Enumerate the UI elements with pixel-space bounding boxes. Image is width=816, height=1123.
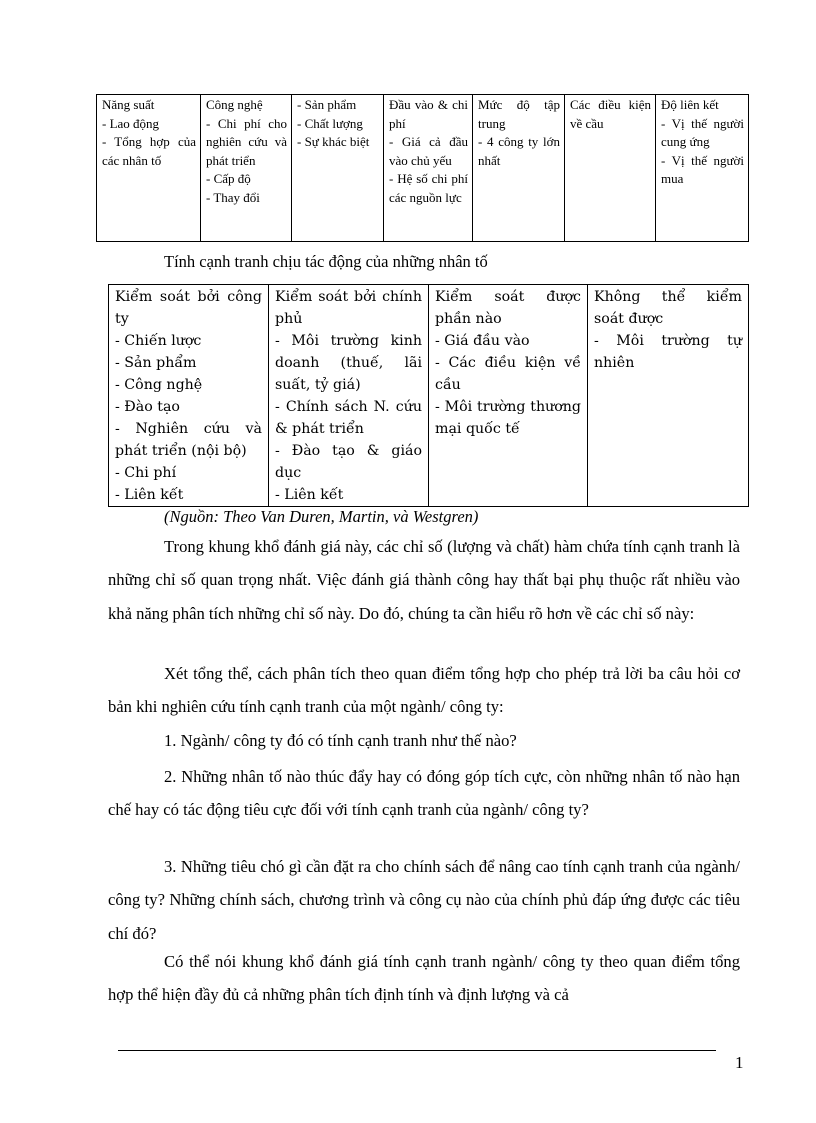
factor-cell-partial: Kiểm soát được phần nào - Giá đầu vào - Các điều kiện về cầu - Môi trường thương mại quốc tế [429, 285, 588, 507]
question-item: 1. Ngành/ công ty đó có tính cạnh tranh như thế nào? [164, 731, 517, 750]
indicator-cell-concentration: Mức độ tập trung - 4 công ty lớn nhất [473, 95, 565, 242]
indicator-cell-linkage: Độ liên kết - Vị thế người cung ứng - Vị thế người mua [656, 95, 749, 242]
question-item: 2. Những nhân tố nào thúc đẩy hay có đóng góp tích cực, còn những nhân tố nào hạn chế hay có tác động tiêu cực đối với tính cạnh tranh của ngành/ công ty? [108, 767, 740, 820]
page-number: 1 [735, 1053, 744, 1072]
table-caption: Tính cạnh tranh chịu tác động của những nhân tố [164, 252, 488, 271]
question-item: 3. Những tiêu chó gì cần đặt ra cho chính sách để nâng cao tính cạnh tranh của ngành/ công ty? Những chính sách, chương trình và công cụ nào của chính phủ đáp ứng được các tiêu chí đó? [108, 857, 740, 943]
factor-cell-company: Kiểm soát bởi công ty - Chiến lược - Sản phẩm - Công nghệ - Đào tạo - Nghiên cứu và phát triển (nội bộ) - Chi phí - Liên kết [109, 285, 269, 507]
indicator-cell-product: - Sản phẩm - Chất lượng - Sự khác biệt [292, 95, 384, 242]
source-note: (Nguồn: Theo Van Duren, Martin, và Westgren) [164, 507, 479, 526]
indicator-cell-productivity: Năng suất - Lao động - Tổng hợp của các nhân tố [97, 95, 201, 242]
footer-rule [118, 1050, 716, 1051]
factor-control-table [108, 284, 749, 507]
indicator-cell-demand-conditions: Các điều kiện về cầu [565, 95, 656, 242]
factor-cell-government: Kiểm soát bởi chính phủ - Môi trường kinh doanh (thuế, lãi suất, tỷ giá) - Chính sách N. cứu & phát triển - Đào tạo & giáo dục - Liên kết [269, 285, 429, 507]
body-paragraph: Trong khung khổ đánh giá này, các chỉ số (lượng và chất) hàm chứa tính cạnh tranh là những chỉ số quan trọng nhất. Việc đánh giá thành công hay thất bại phụ thuộc rất nhiều vào khả năng phân tích những chỉ số này. Do đó, chúng ta cần hiểu rõ hơn về các chỉ số này: [108, 537, 740, 623]
competitiveness-indicator-table [96, 94, 749, 242]
indicator-cell-inputs-costs: Đầu vào & chi phí - Giá cả đầu vào chủ yếu - Hệ số chi phí các nguồn lực [384, 95, 473, 242]
body-paragraph: Có thể nói khung khổ đánh giá tính cạnh tranh ngành/ công ty theo quan điểm tổng hợp thể hiện đầy đủ cả những phân tích định tính và định lượng và cả [108, 952, 740, 1005]
factor-cell-uncontrollable: Không thể kiểm soát được - Môi trường tự nhiên [588, 285, 749, 507]
indicator-cell-technology: Công nghệ - Chi phí cho nghiên cứu và phát triển - Cấp độ - Thay đổi [201, 95, 292, 242]
body-paragraph: Xét tổng thể, cách phân tích theo quan điểm tổng hợp cho phép trả lời ba câu hỏi cơ bản khi nghiên cứu tính cạnh tranh của một ngành/ công ty: [108, 664, 740, 717]
